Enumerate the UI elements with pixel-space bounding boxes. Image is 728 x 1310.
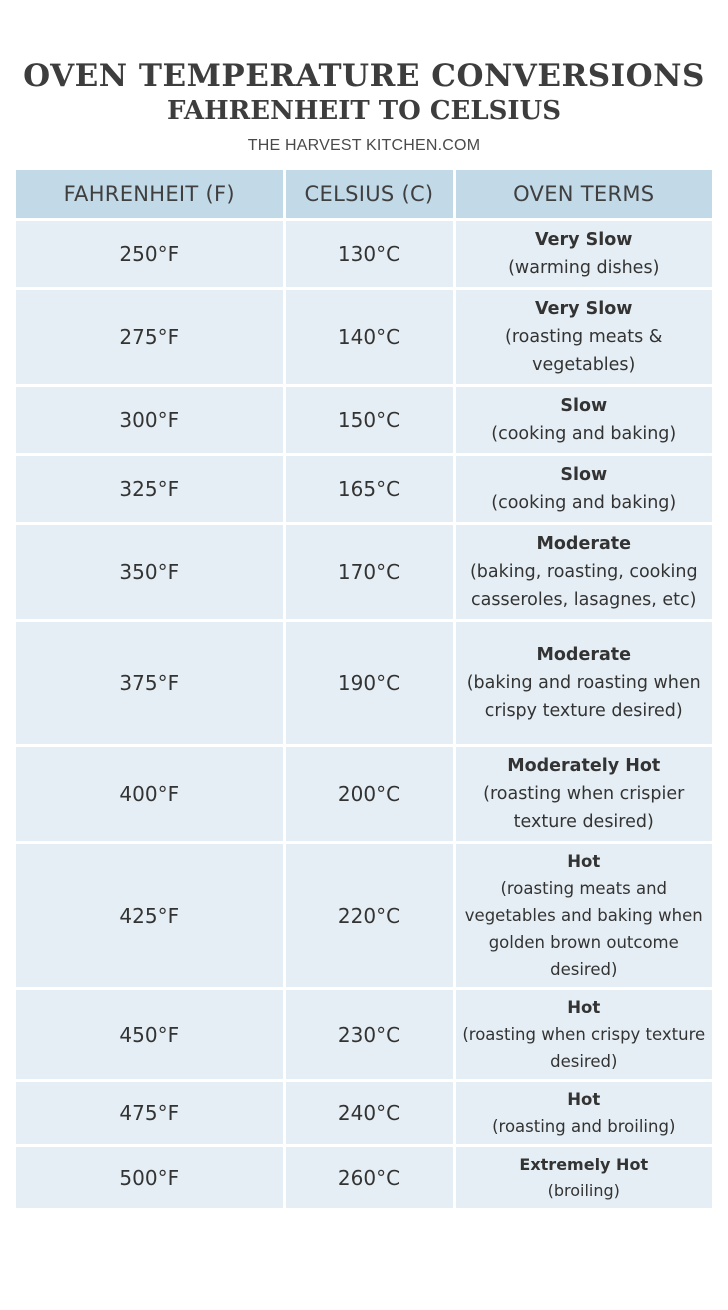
page-title: OVEN TEMPERATURE CONVERSIONS (23, 58, 705, 94)
oven-term-name: Slow (560, 465, 608, 485)
column-header-oven-terms: OVEN TERMS (454, 170, 712, 220)
oven-term-name: Slow (560, 396, 608, 416)
fahrenheit-cell: 425°F (16, 843, 284, 989)
oven-term-description: (roasting meats & vegetables) (505, 327, 663, 375)
oven-term-description: (cooking and baking) (491, 424, 677, 444)
page-subtitle: FAHRENHEIT TO CELSIUS (166, 96, 562, 126)
table-row (16, 455, 712, 524)
table-row (16, 1146, 712, 1210)
fahrenheit-cell: 475°F (16, 1081, 284, 1146)
celsius-cell: 130°C (284, 220, 454, 289)
oven-term-cell (454, 621, 712, 746)
celsius-cell: 165°C (284, 455, 454, 524)
fahrenheit-cell: 450°F (16, 989, 284, 1081)
table-row (16, 746, 712, 843)
oven-term-cell (454, 455, 712, 524)
celsius-cell: 140°C (284, 289, 454, 386)
table-row (16, 524, 712, 621)
table-row (16, 386, 712, 455)
fahrenheit-cell: 500°F (16, 1146, 284, 1210)
conversion-table (16, 170, 712, 1211)
oven-term-cell (454, 289, 712, 386)
oven-term-name: Moderate (536, 534, 631, 554)
celsius-cell: 150°C (284, 386, 454, 455)
celsius-cell: 240°C (284, 1081, 454, 1146)
fahrenheit-cell: 325°F (16, 455, 284, 524)
oven-term-description: (roasting meats and vegetables and baking when golden brown outcome desired) (464, 879, 703, 979)
fahrenheit-cell: 350°F (16, 524, 284, 621)
oven-term-description: (broiling) (547, 1180, 620, 1200)
oven-term-description: (warming dishes) (508, 258, 660, 278)
oven-term-cell (454, 989, 712, 1081)
oven-term-description: (roasting and broiling) (492, 1117, 676, 1136)
oven-term-description: (roasting when crispy texture desired) (462, 1025, 706, 1071)
celsius-cell: 200°C (284, 746, 454, 843)
oven-term-cell (454, 1081, 712, 1146)
oven-term-cell (454, 1146, 712, 1210)
oven-term-name: Moderate (536, 645, 631, 665)
oven-term-description: (baking and roasting when crispy texture desired) (466, 673, 701, 721)
oven-term-name: Hot (567, 852, 601, 871)
site-name: THE HARVEST KITCHEN.COM (247, 137, 481, 154)
oven-term-cell (454, 524, 712, 621)
fahrenheit-cell: 300°F (16, 386, 284, 455)
oven-term-name: Very Slow (535, 299, 633, 319)
oven-term-name: Extremely Hot (519, 1154, 649, 1174)
oven-term-name: Hot (567, 1090, 601, 1109)
table-header-row (16, 170, 712, 220)
fahrenheit-cell: 275°F (16, 289, 284, 386)
oven-term-cell (454, 843, 712, 989)
column-header-celsius: CELSIUS (C) (284, 170, 454, 220)
oven-term-description: (roasting when crispier texture desired) (483, 784, 685, 832)
celsius-cell: 170°C (284, 524, 454, 621)
table-row (16, 621, 712, 746)
table-row (16, 289, 712, 386)
oven-term-description: (cooking and baking) (491, 493, 677, 513)
celsius-cell: 190°C (284, 621, 454, 746)
oven-term-name: Moderately Hot (507, 756, 661, 776)
fahrenheit-cell: 400°F (16, 746, 284, 843)
table-row (16, 989, 712, 1081)
celsius-cell: 230°C (284, 989, 454, 1081)
table-row (16, 843, 712, 989)
celsius-cell: 260°C (284, 1146, 454, 1210)
table-row (16, 220, 712, 289)
oven-term-name: Very Slow (535, 230, 633, 250)
oven-term-description: (baking, roasting, cooking casseroles, lasagnes, etc) (469, 562, 698, 610)
oven-term-cell (454, 746, 712, 843)
table-row (16, 1081, 712, 1146)
column-header-fahrenheit: FAHRENHEIT (F) (16, 170, 284, 220)
celsius-cell: 220°C (284, 843, 454, 989)
oven-term-cell (454, 220, 712, 289)
oven-term-name: Hot (567, 998, 601, 1017)
oven-term-cell (454, 386, 712, 455)
fahrenheit-cell: 375°F (16, 621, 284, 746)
fahrenheit-cell: 250°F (16, 220, 284, 289)
